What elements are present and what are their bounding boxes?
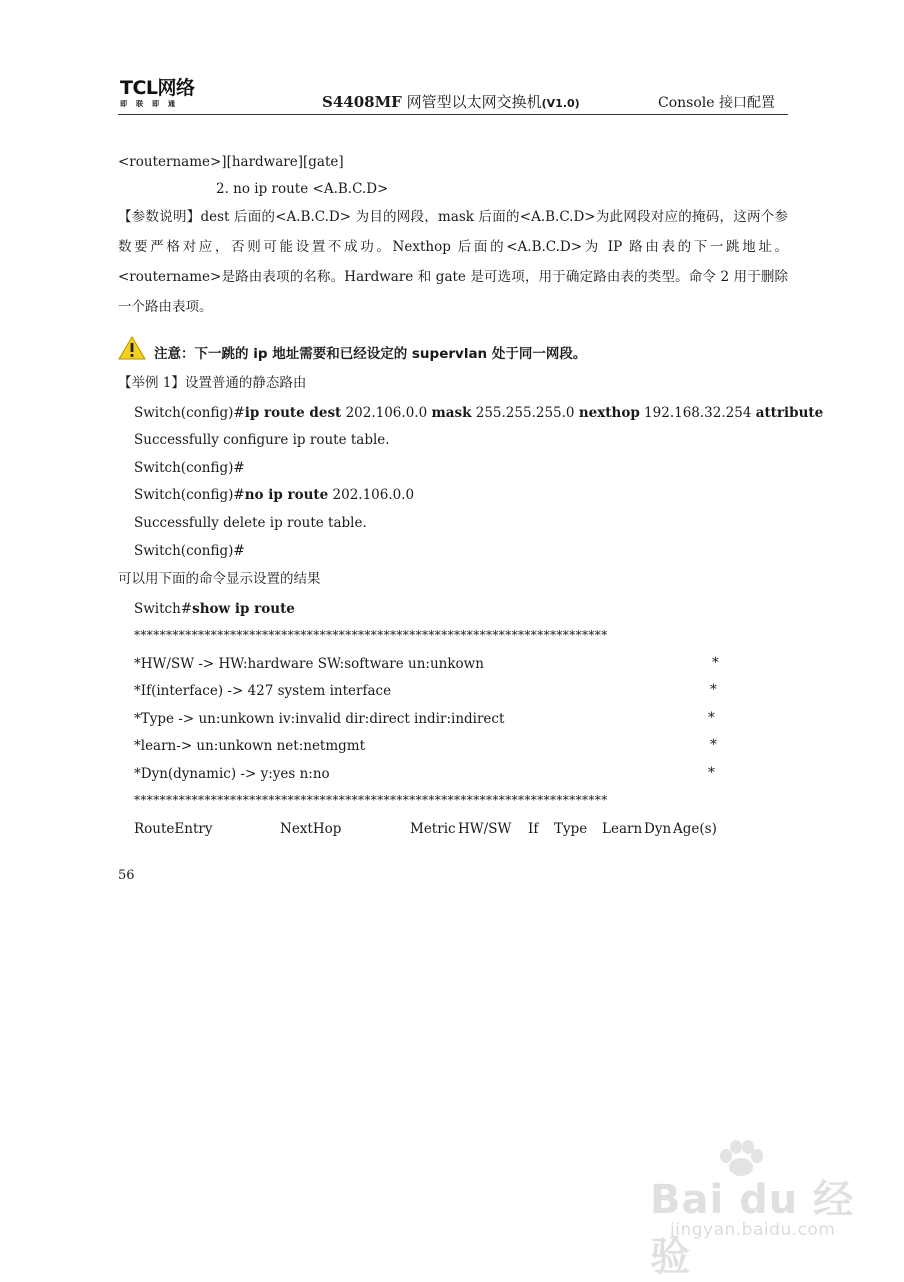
cli-response-configure: Successfully configure ip route table. — [134, 432, 390, 448]
legend-line: *learn-> un:unkown net:netmgmt — [134, 738, 366, 754]
cli-keyword-nexthop: nexthop — [578, 405, 640, 421]
cli-dest-value: 202.106.0.0 — [328, 487, 415, 503]
cli-prompt: Switch(config)# — [134, 487, 245, 503]
legend-line: *HW/SW -> HW:hardware SW:software un:unkown — [134, 656, 484, 672]
cli-keyword-attribute: attribute — [755, 405, 824, 421]
legend-star-end: * — [710, 737, 717, 753]
legend-star-end: * — [710, 682, 717, 698]
header-divider — [118, 114, 788, 115]
cli-prompt-line: Switch(config)# — [134, 460, 245, 476]
logo-slogan: 即联即通 — [120, 100, 184, 108]
legend-line: *Dyn(dynamic) -> y:yes n:no — [134, 766, 330, 782]
baidu-watermark — [640, 1140, 860, 1280]
cli-command-delete-route — [134, 486, 414, 504]
cli-mask-value: 255.255.255.0 — [471, 405, 579, 421]
cli-keyword-ip-route-dest: ip route dest — [244, 405, 342, 421]
cli-keyword-show-ip-route: show ip route — [192, 601, 295, 617]
watermark-brand: Bai du 经验 — [650, 1177, 855, 1280]
legend-star-end: * — [708, 765, 715, 781]
note-text: 注意：下一跳的 ip 地址需要和已经设定的 supervlan 处于同一网段。 — [154, 346, 587, 362]
page-number: 56 — [118, 868, 135, 883]
show-intro-text: 可以用下面的命令显示设置的结果 — [118, 571, 321, 587]
watermark-url: jingyan.baidu.com — [670, 1220, 836, 1240]
tcl-logo — [120, 78, 216, 112]
legend-star-border-top: ************************************************************************** — [134, 628, 608, 642]
syntax-continuation: <routername>][hardware][gate] — [118, 154, 344, 170]
cli-prompt-line: Switch(config)# — [134, 543, 245, 559]
table-header-metric: Metric — [410, 821, 456, 837]
logo-brand: TCL网络 — [120, 77, 195, 99]
header-title — [322, 91, 580, 112]
header-version: (V1.0) — [541, 97, 580, 110]
cli-nexthop-value: 192.168.32.254 — [639, 405, 756, 421]
table-header-hw-sw: HW/SW — [458, 821, 512, 837]
warning-icon — [118, 336, 146, 360]
table-header-age: Age(s) — [673, 821, 717, 837]
cli-command-show-route — [134, 600, 295, 618]
cli-keyword-mask: mask — [431, 405, 472, 421]
cli-response-delete: Successfully delete ip route table. — [134, 515, 367, 531]
legend-star-end: * — [708, 710, 715, 726]
legend-star-end: * — [712, 655, 719, 671]
cli-prompt: Switch(config)# — [134, 405, 245, 421]
cli-prompt: Switch# — [134, 601, 193, 617]
table-header-learn: Learn — [602, 821, 643, 837]
legend-line: *If(interface) -> 427 system interface — [134, 683, 392, 699]
example-title: 【举例 1】设置普通的静态路由 — [118, 375, 307, 391]
header-section: Console 接口配置 — [658, 95, 775, 111]
table-header-type: Type — [554, 821, 588, 837]
table-header-route-entry: RouteEntry — [134, 821, 213, 837]
legend-line: *Type -> un:unkown iv:invalid dir:direct indir:indirect — [134, 711, 505, 727]
header-model: S4408MF — [322, 93, 402, 111]
cli-dest-value: 202.106.0.0 — [341, 405, 432, 421]
table-header-next-hop: NextHop — [280, 821, 342, 837]
cli-command-add-route — [134, 404, 823, 422]
legend-star-border-bottom: ************************************************************************** — [134, 793, 608, 807]
syntax-command-2: 2. no ip route <A.B.C.D> — [216, 181, 389, 197]
cli-keyword-no-ip-route: no ip route — [244, 487, 329, 503]
param-description: 【参数说明】dest 后面的<A.B.C.D> 为目的网段，mask 后面的<A.B.C.D>为此网段对应的掩码，这两个参数要严格对应，否则可能设置不成功。Nexthop 后面的<A.B.C.D>为 IP 路由表的下一跳地址。<routername>是路由表项的名称。Hardware 和 gate 是可选项，用于确定路由表的类型。命令 2 用于删除一个路由表项。 — [118, 209, 788, 315]
header-product: 网管型以太网交换机 — [401, 93, 542, 111]
table-header-if: If — [528, 821, 539, 837]
table-header-dyn: Dyn — [644, 821, 672, 837]
